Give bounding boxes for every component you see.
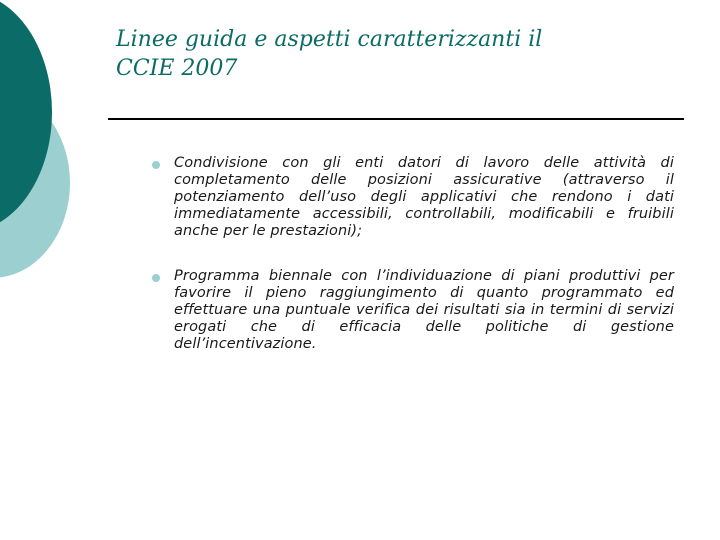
slide-title-line-1: Linee guida e aspetti caratterizzanti il bbox=[116, 27, 543, 52]
bullet-item bbox=[174, 268, 674, 353]
bullet-dot-icon bbox=[152, 161, 160, 169]
bullet-text: Programma biennale con l’individuazione di piani produttivi per favorire il pieno raggiungimento di quanto programmato ed effettuare una puntuale verifica dei risultati sia in termini di servizi erogati che di efficacia delle politiche di gestione dell’incentivazione. bbox=[174, 268, 674, 352]
slide-title-line-2: CCIE 2007 bbox=[116, 56, 238, 81]
slide-title bbox=[116, 25, 676, 83]
title-divider bbox=[108, 118, 684, 120]
bullet-dot-icon bbox=[152, 274, 160, 282]
bullet-text: Condivisione con gli enti datori di lavoro delle attività di completamento delle posizioni assicurative (attraverso il potenziamento dell’uso degli applicativi che rendono i dati immediatamente accessibili, controllabili, modificabili e fruibili anche per le prestazioni); bbox=[174, 155, 674, 239]
bullet-item bbox=[174, 155, 674, 240]
